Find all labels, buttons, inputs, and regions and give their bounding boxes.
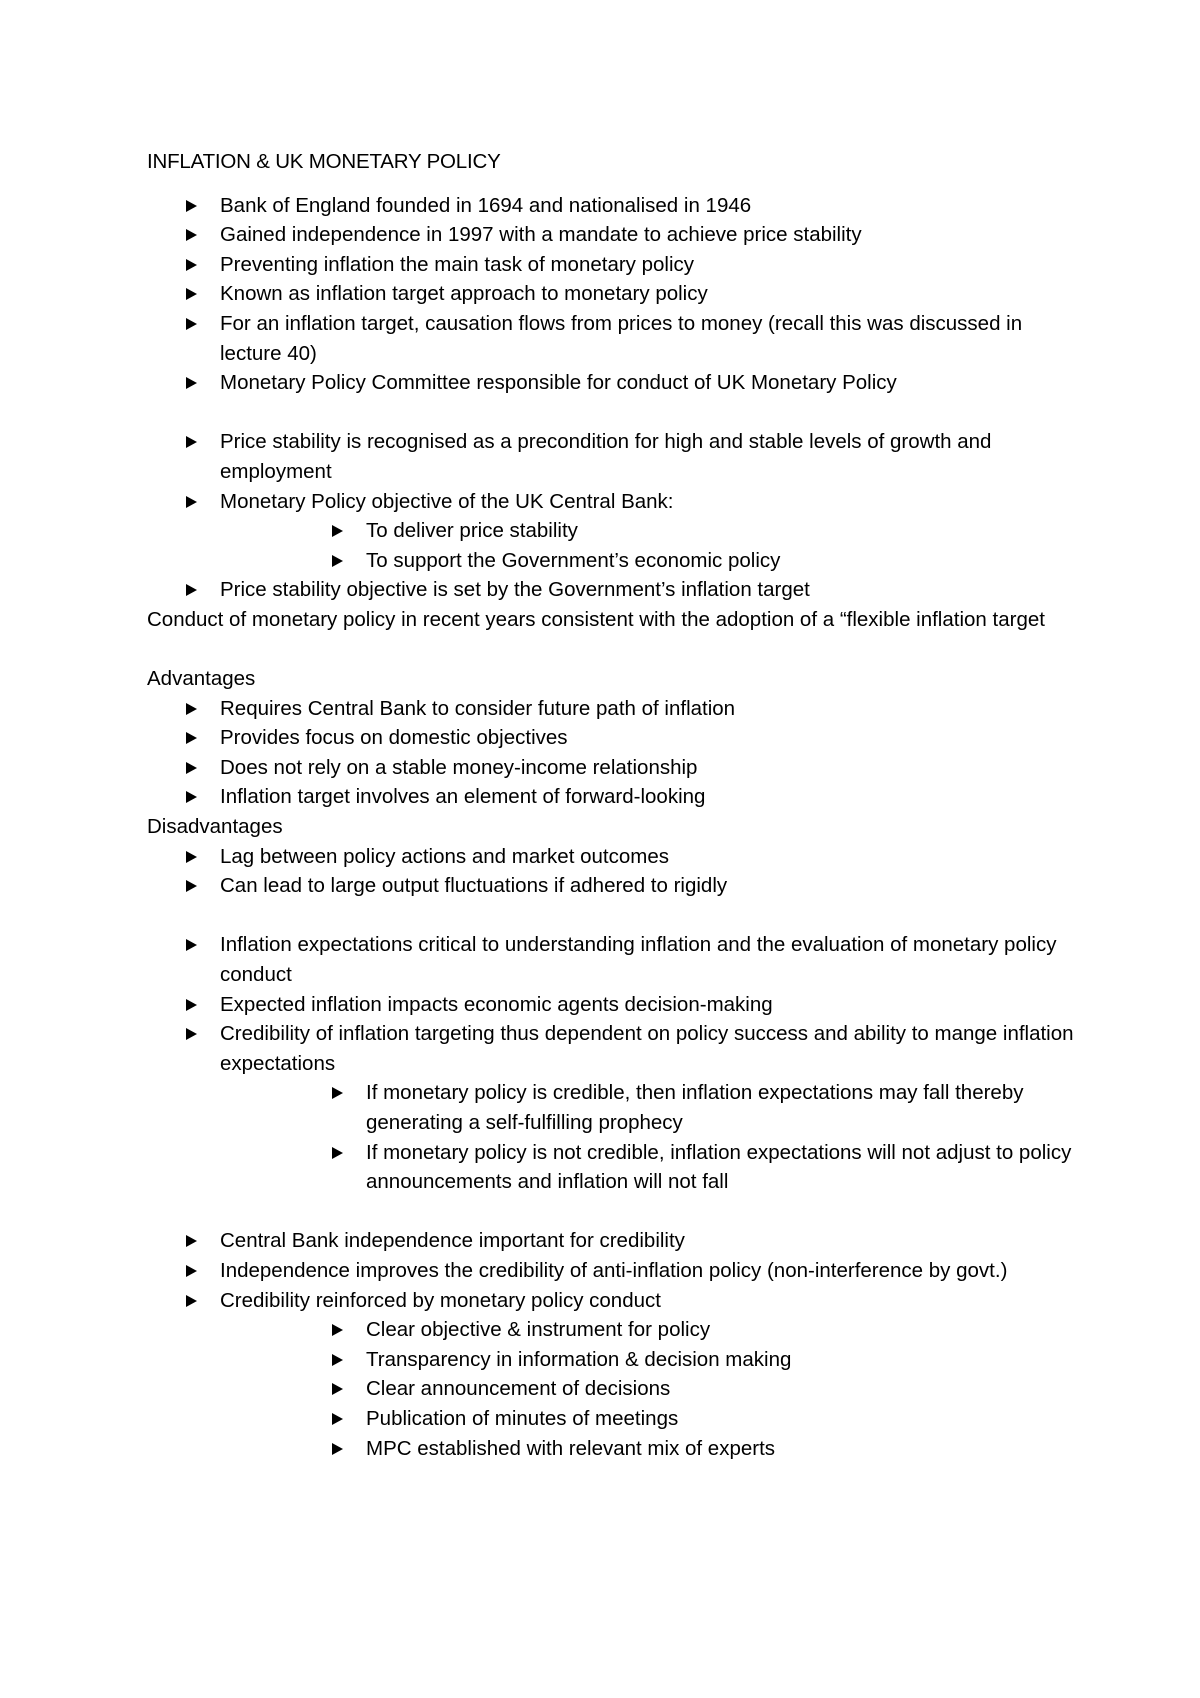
list-item xyxy=(147,723,1087,753)
bullet-arrow-icon xyxy=(332,1147,343,1159)
list-item-text: Requires Central Bank to consider future path of inflation xyxy=(220,696,736,720)
bullet-arrow-icon xyxy=(186,939,197,951)
bullet-arrow-icon xyxy=(332,1443,343,1455)
sub-list-item-text: To deliver price stability xyxy=(366,519,578,543)
sub-list-item xyxy=(220,1434,1087,1464)
bullet-arrow-icon xyxy=(332,1087,343,1099)
list-item-text: Credibility of inflation targeting thus dependent on policy success and ability to mange inflation expectations xyxy=(220,1022,1074,1075)
sub-list-item xyxy=(220,1078,1087,1137)
bullet-arrow-icon xyxy=(332,1413,343,1425)
list-item xyxy=(147,220,1087,250)
bullet-arrow-icon xyxy=(186,318,197,330)
bullet-arrow-icon xyxy=(186,584,197,596)
sub-list-item xyxy=(220,1345,1087,1375)
disadvantages-heading: Disadvantages xyxy=(147,815,283,839)
list-item xyxy=(147,1256,1087,1286)
spacer xyxy=(147,1197,1087,1227)
spacer xyxy=(147,901,1087,931)
list-item xyxy=(147,782,1087,812)
list-item xyxy=(147,990,1087,1020)
sub-list-item xyxy=(220,1404,1087,1434)
list-item-text: Lag between policy actions and market outcomes xyxy=(220,844,669,868)
list-item-text: Gained independence in 1997 with a mandate to achieve price stability xyxy=(220,223,862,247)
advantages-list xyxy=(147,694,1087,812)
list-item-text: Expected inflation impacts economic agents decision-making xyxy=(220,992,773,1016)
sub-bullet-list xyxy=(220,1315,1087,1463)
bullet-arrow-icon xyxy=(332,1383,343,1395)
list-item-text: Independence improves the credibility of anti-inflation policy (non-interference by govt.) xyxy=(220,1258,1008,1282)
bullet-arrow-icon xyxy=(332,1324,343,1336)
sub-bullet-list xyxy=(220,516,1087,575)
spacer xyxy=(147,635,1087,665)
list-item-text: For an inflation target, causation flows from prices to money (recall this was discussed in lecture 40) xyxy=(220,311,1023,365)
list-item-text: Monetary Policy objective of the UK Central Bank: xyxy=(220,489,674,513)
list-item xyxy=(147,1226,1087,1256)
bullet-arrow-icon xyxy=(186,791,197,803)
spacer xyxy=(147,398,1087,428)
bullet-list-expectations xyxy=(147,930,1087,1196)
bullet-arrow-icon xyxy=(186,1028,197,1040)
bullet-arrow-icon xyxy=(332,525,343,537)
bullet-arrow-icon xyxy=(332,555,343,567)
list-item-text: Price stability is recognised as a precondition for high and stable levels of growth and employment xyxy=(220,430,992,483)
sub-list-item-text: Clear announcement of decisions xyxy=(366,1377,671,1401)
list-item-text: Inflation target involves an element of forward-looking xyxy=(220,785,706,809)
list-item-text: Credibility reinforced by monetary policy conduct xyxy=(220,1288,661,1312)
bullet-arrow-icon xyxy=(186,496,197,508)
list-item xyxy=(147,279,1087,309)
list-item-text: Bank of England founded in 1694 and nationalised in 1946 xyxy=(220,193,752,217)
bullet-arrow-icon xyxy=(186,288,197,300)
list-item-text: Price stability objective is set by the Government’s inflation target xyxy=(220,578,810,602)
sub-list-item xyxy=(220,516,1087,546)
bullet-list-bank-of-england xyxy=(147,191,1087,398)
sub-list-item-text: If monetary policy is not credible, inflation expectations will not adjust to policy announcements and inflation will not fall xyxy=(366,1140,1072,1194)
list-item xyxy=(147,930,1087,989)
sub-list-item-text: To support the Government’s economic policy xyxy=(366,548,781,572)
list-item-text: Monetary Policy Committee responsible for conduct of UK Monetary Policy xyxy=(220,371,897,395)
document-title: INFLATION & UK MONETARY POLICY xyxy=(147,150,501,173)
sub-list-item-text: Clear objective & instrument for policy xyxy=(366,1318,711,1342)
list-item xyxy=(147,871,1087,901)
sub-list-item-text: If monetary policy is credible, then inflation expectations may fall thereby generating a self-fulfilling prophecy xyxy=(366,1081,1024,1134)
bullet-arrow-icon xyxy=(186,732,197,744)
list-item-text: Known as inflation target approach to monetary policy xyxy=(220,282,708,306)
disadvantages-list xyxy=(147,842,1087,901)
bullet-arrow-icon xyxy=(186,1295,197,1307)
bullet-arrow-icon xyxy=(186,200,197,212)
bullet-arrow-icon xyxy=(186,436,197,448)
bullet-list-price-stability xyxy=(147,427,1087,605)
flexible-inflation-paragraph: Conduct of monetary policy in recent years consistent with the adoption of a “flexible inflation target xyxy=(147,607,1045,631)
bullet-arrow-icon xyxy=(186,1265,197,1277)
list-item xyxy=(147,842,1087,872)
bullet-arrow-icon xyxy=(332,1354,343,1366)
list-item xyxy=(147,575,1087,605)
bullet-arrow-icon xyxy=(186,229,197,241)
sub-list-item-text: Publication of minutes of meetings xyxy=(366,1406,679,1430)
bullet-arrow-icon xyxy=(186,999,197,1011)
list-item xyxy=(147,1286,1087,1464)
bullet-list-independence xyxy=(147,1226,1087,1463)
bullet-arrow-icon xyxy=(186,377,197,389)
bullet-arrow-icon xyxy=(186,703,197,715)
bullet-arrow-icon xyxy=(186,851,197,863)
sub-list-item-text: Transparency in information & decision making xyxy=(366,1347,792,1371)
list-item xyxy=(147,309,1087,368)
list-item-text: Preventing inflation the main task of monetary policy xyxy=(220,252,695,276)
bullet-arrow-icon xyxy=(186,880,197,892)
list-item xyxy=(147,191,1087,221)
list-item-text: Central Bank independence important for credibility xyxy=(220,1229,685,1253)
list-item xyxy=(147,250,1087,280)
sub-list-item-text: MPC established with relevant mix of experts xyxy=(366,1436,776,1460)
list-item-text: Does not rely on a stable money-income relationship xyxy=(220,755,698,779)
list-item xyxy=(147,1019,1087,1197)
advantages-heading: Advantages xyxy=(147,667,256,691)
bullet-arrow-icon xyxy=(186,259,197,271)
list-item xyxy=(147,487,1087,576)
document-page xyxy=(147,147,1087,1463)
list-item-text: Can lead to large output fluctuations if adhered to rigidly xyxy=(220,874,728,898)
list-item-text: Provides focus on domestic objectives xyxy=(220,726,568,750)
list-item xyxy=(147,368,1087,398)
sub-list-item xyxy=(220,546,1087,576)
list-item xyxy=(147,427,1087,486)
bullet-arrow-icon xyxy=(186,762,197,774)
sub-list-item xyxy=(220,1374,1087,1404)
sub-list-item xyxy=(220,1315,1087,1345)
list-item xyxy=(147,694,1087,724)
list-item-text: Inflation expectations critical to understanding inflation and the evaluation of monetary policy conduct xyxy=(220,933,1057,987)
sub-bullet-list xyxy=(220,1078,1087,1196)
list-item xyxy=(147,753,1087,783)
bullet-arrow-icon xyxy=(186,1235,197,1247)
sub-list-item xyxy=(220,1138,1087,1197)
